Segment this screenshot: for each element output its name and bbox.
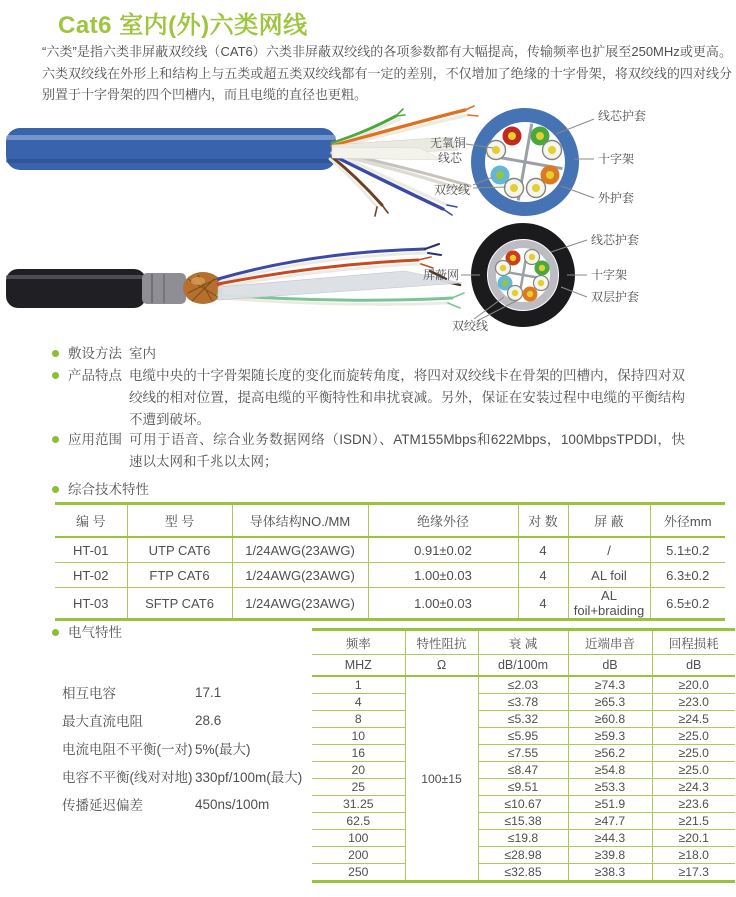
cell: ≤32.85 xyxy=(478,864,568,882)
cell: ≥59.3 xyxy=(568,728,652,745)
electrical-table-header xyxy=(312,630,735,677)
section-title-spec xyxy=(52,479,697,501)
cell: ≥44.3 xyxy=(568,830,652,847)
col-header: 近端串音 xyxy=(568,630,652,655)
col-header: 特性阻抗 xyxy=(405,630,478,655)
col-header: 编 号 xyxy=(55,504,127,538)
utp-cross-section-diagram xyxy=(430,108,646,209)
col-header: 回程损耗 xyxy=(652,630,735,655)
cell: ≥47.7 xyxy=(568,813,652,830)
cell: ≥24.5 xyxy=(652,711,735,728)
spec-row xyxy=(55,537,725,563)
cell: HT-02 xyxy=(55,563,127,588)
cell: 4 xyxy=(518,563,568,588)
col-header: 衰 减 xyxy=(478,630,568,655)
cell: SFTP CAT6 xyxy=(127,588,232,620)
cell: ≤28.98 xyxy=(478,847,568,864)
cell: ≥56.2 xyxy=(568,745,652,762)
cell: 1/24AWG(23AWG) xyxy=(232,537,368,563)
cell: 20 xyxy=(312,762,405,779)
cell: ≥54.8 xyxy=(568,762,652,779)
unit-header: dB xyxy=(568,655,652,677)
cell: 4 xyxy=(312,694,405,711)
cell: ≤8.47 xyxy=(478,762,568,779)
cell: 200 xyxy=(312,847,405,864)
utp-label-copper-core-line1: 无氧铜 xyxy=(429,136,466,150)
param-value: 330pf/100m(最大) xyxy=(195,770,303,785)
spec-row xyxy=(55,563,725,588)
cell: 5.1±0.2 xyxy=(650,537,725,563)
sftp-label-double-sheath: 双层护套 xyxy=(591,290,640,304)
cell: ≥74.3 xyxy=(568,676,652,694)
section-title-text: 电气特性 xyxy=(68,625,122,640)
cell: ≤5.32 xyxy=(478,711,568,728)
cell: ≥23.0 xyxy=(652,694,735,711)
bullet-product-features xyxy=(52,365,697,431)
utp-label-twisted-pair: 双绞线 xyxy=(433,183,470,197)
cell: ≥18.0 xyxy=(652,847,735,864)
cell: 25 xyxy=(312,779,405,796)
col-header: 型 号 xyxy=(127,504,232,538)
param-label: 电容不平衡(线对对地) xyxy=(62,770,193,785)
cell: 100 xyxy=(312,830,405,847)
spec-table xyxy=(55,502,725,621)
sftp-jacket xyxy=(6,269,146,308)
col-header: 屏 蔽 xyxy=(568,504,650,538)
bullet-text: 室内 xyxy=(129,346,156,361)
bullet-dot-icon xyxy=(52,436,59,443)
cell: 1.00±0.03 xyxy=(368,588,518,620)
freq-row xyxy=(312,711,735,728)
param-label: 电流电阻不平衡(一对) xyxy=(62,742,193,757)
param-row xyxy=(62,678,332,706)
cell: AL foil+braiding xyxy=(568,588,650,620)
sftp-label-twisted-pair: 双绞线 xyxy=(452,319,489,333)
col-header: 绝缘外径 xyxy=(368,504,518,538)
cell: 0.91±0.02 xyxy=(368,537,518,563)
cell: ≥38.3 xyxy=(568,864,652,882)
cell: ≤2.03 xyxy=(478,676,568,694)
col-header: 频率 xyxy=(312,630,405,655)
cell: ≤9.51 xyxy=(478,779,568,796)
cell: 31.25 xyxy=(312,796,405,813)
param-row xyxy=(62,762,332,790)
utp-jacket-shadow xyxy=(6,159,336,163)
freq-row xyxy=(312,694,735,711)
bullet-laying-method xyxy=(52,343,697,365)
col-header: 外径mm xyxy=(650,504,725,538)
bullet-dot-icon xyxy=(52,486,59,493)
cell: FTP CAT6 xyxy=(127,563,232,588)
intro-paragraph: “六类”是指六类非屏蔽双绞线（CAT6）六类非屏蔽双绞线的各项参数都有大幅提高，传输频率也扩展至250MHz或更高。六类双绞线在外形上和结构上与五类或超五类双绞线都有一定的差别，不仅增加了绝缘的十字骨架，将双绞线的四对线分别置于十字骨架的四个凹槽内，而且电缆的直径也更粗。 xyxy=(42,44,732,102)
bullet-text: 电缆中央的十字骨架随长度的变化而旋转角度，将四对双绞线卡在骨架的凹槽内，保持四对双绞线的相对位置，提高电缆的平衡特性和串扰衰减。另外，保证在安装过程中电缆的平衡结构不遭到破坏。 xyxy=(129,368,685,427)
sftp-label-cross: 十字架 xyxy=(591,268,628,282)
unit-header: MHZ xyxy=(312,655,405,677)
param-row xyxy=(62,734,332,762)
bullet-text: 可用于语音、综合业务数据网络（ISDN）、ATM155Mbps和622Mbps，100MbpsTPDDI，快速以太网和千兆以太网； xyxy=(129,432,685,469)
param-value: 28.6 xyxy=(195,712,222,728)
cell: 62.5 xyxy=(312,813,405,830)
col-header: 导体结构NO./MM xyxy=(232,504,368,538)
utp-cable-photo xyxy=(6,106,478,216)
cell: 4 xyxy=(518,537,568,563)
utp-label-outer-sheath: 外护套 xyxy=(598,191,635,205)
freq-row xyxy=(312,762,735,779)
section-title-text: 综合技术特性 xyxy=(68,482,149,497)
cell: 4 xyxy=(518,588,568,620)
bullet-application-range xyxy=(52,429,697,473)
cell: ≤19.8 xyxy=(478,830,568,847)
freq-row xyxy=(312,779,735,796)
freq-row xyxy=(312,676,735,694)
param-row xyxy=(62,790,332,818)
sftp-cable-photo xyxy=(6,244,464,308)
sftp-jacket-highlight xyxy=(6,275,146,279)
param-row xyxy=(62,706,332,734)
cell: 6.5±0.2 xyxy=(650,588,725,620)
bullet-label: 产品特点 xyxy=(68,368,122,383)
bullet-label: 应用范围 xyxy=(68,432,122,447)
spec-row xyxy=(55,588,725,620)
cell: ≥24.3 xyxy=(652,779,735,796)
freq-row xyxy=(312,830,735,847)
cell: ≥60.8 xyxy=(568,711,652,728)
param-value: 450ns/100m xyxy=(195,796,270,812)
utp-jacket xyxy=(6,128,336,170)
param-label: 相互电容 xyxy=(62,686,116,701)
cell: ≥20.0 xyxy=(652,676,735,694)
impedance-cell: 100±15 xyxy=(405,676,478,882)
cell: ≥65.3 xyxy=(568,694,652,711)
utp-label-cross: 十字架 xyxy=(598,152,635,166)
cell: ≥25.0 xyxy=(652,762,735,779)
sftp-label-core-sheath: 线芯护套 xyxy=(591,233,640,247)
utp-label-core-sheath: 线芯护套 xyxy=(598,109,647,123)
cell: ≥39.8 xyxy=(568,847,652,864)
cell: AL foil xyxy=(568,563,650,588)
electrical-params-list xyxy=(62,678,332,818)
bullet-dot-icon xyxy=(52,350,59,357)
cell: 250 xyxy=(312,864,405,882)
cell: ≤5.95 xyxy=(478,728,568,745)
unit-header: Ω xyxy=(405,655,478,677)
cell: ≥21.5 xyxy=(652,813,735,830)
col-header: 对 数 xyxy=(518,504,568,538)
cell: ≥25.0 xyxy=(652,745,735,762)
sftp-label-shield: 屏蔽网 xyxy=(422,268,459,282)
cell: 16 xyxy=(312,745,405,762)
cell: 6.3±0.2 xyxy=(650,563,725,588)
utp-label-copper-core-line2: 线芯 xyxy=(437,151,462,165)
electrical-table xyxy=(312,628,735,883)
spec-table-header xyxy=(55,504,725,538)
cell: ≥23.6 xyxy=(652,796,735,813)
cell: HT-03 xyxy=(55,588,127,620)
cell: 1.00±0.03 xyxy=(368,563,518,588)
cell: ≤3.78 xyxy=(478,694,568,711)
cell: / xyxy=(568,537,650,563)
freq-row xyxy=(312,728,735,745)
param-label: 传播延迟偏差 xyxy=(62,798,143,813)
cell: ≤15.38 xyxy=(478,813,568,830)
bullet-dot-icon xyxy=(52,629,59,636)
cell: 10 xyxy=(312,728,405,745)
freq-row xyxy=(312,745,735,762)
freq-row xyxy=(312,847,735,864)
freq-row xyxy=(312,813,735,830)
param-value: 5%(最大) xyxy=(195,742,251,757)
utp-jacket-highlight xyxy=(6,135,336,140)
cell: ≤10.67 xyxy=(478,796,568,813)
cell: 1/24AWG(23AWG) xyxy=(232,588,368,620)
freq-row xyxy=(312,796,735,813)
cell: ≥25.0 xyxy=(652,728,735,745)
param-value: 17.1 xyxy=(195,684,222,700)
freq-row xyxy=(312,864,735,882)
cell: ≥53.3 xyxy=(568,779,652,796)
cell: ≥20.1 xyxy=(652,830,735,847)
cell: UTP CAT6 xyxy=(127,537,232,563)
bullet-dot-icon xyxy=(52,372,59,379)
cell: ≥51.9 xyxy=(568,796,652,813)
unit-header: dB xyxy=(652,655,735,677)
cell: 1 xyxy=(312,676,405,694)
cell: ≥17.3 xyxy=(652,864,735,882)
cable-illustrations xyxy=(0,103,736,341)
cell: ≤7.55 xyxy=(478,745,568,762)
cell: 1/24AWG(23AWG) xyxy=(232,563,368,588)
bullet-label: 敷设方法 xyxy=(68,346,122,361)
cell: 8 xyxy=(312,711,405,728)
param-label: 最大直流电阻 xyxy=(62,714,143,729)
page-title: Cat6 室内(外)六类网线 xyxy=(58,12,308,39)
cell: HT-01 xyxy=(55,537,127,563)
unit-header: dB/100m xyxy=(478,655,568,677)
